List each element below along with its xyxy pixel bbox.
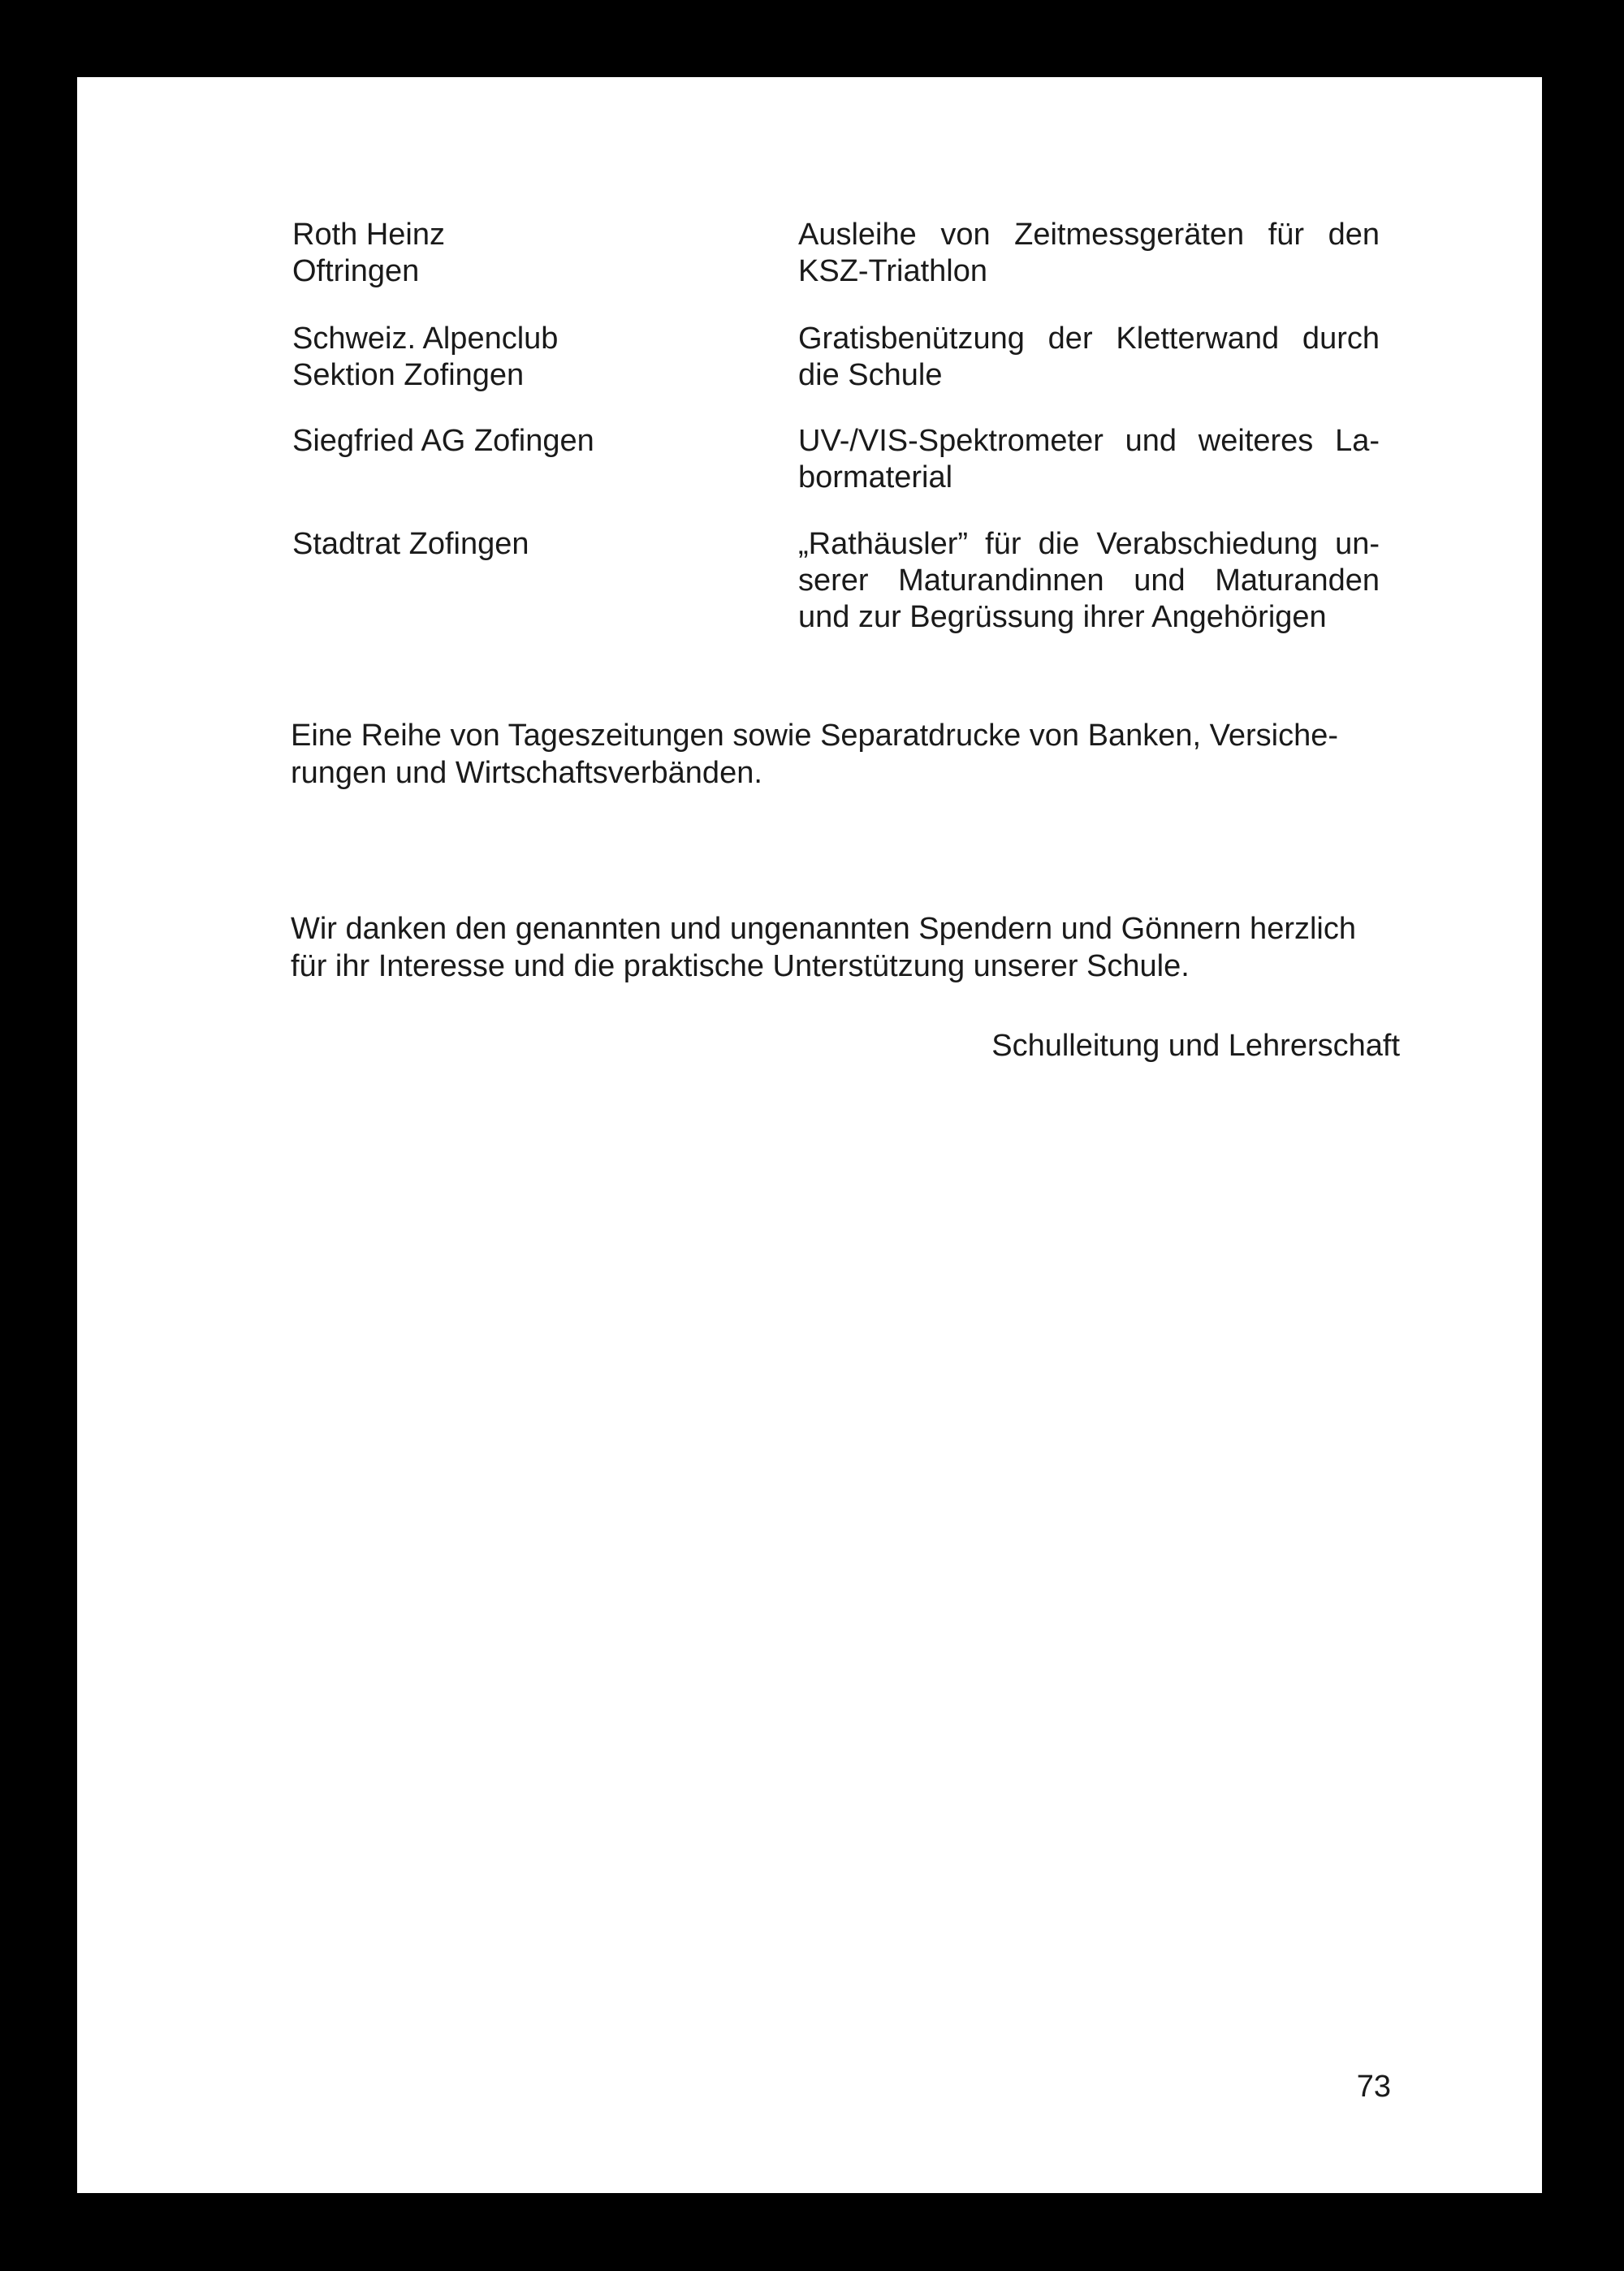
signature: Schulleitung und Lehrerschaft [991, 1029, 1400, 1063]
donation-line: serer Maturandinnen und Maturanden [798, 563, 1380, 598]
donation-description [798, 526, 1380, 636]
paragraph-line: für ihr Interesse und die praktische Unterstützung unserer Schule. [291, 949, 1190, 983]
donation-line: Ausleihe von Zeitmessgeräten für den [798, 218, 1380, 252]
donation-line: und zur Begrüssung ihrer Angehörigen [798, 600, 1327, 634]
paragraph-line: rungen und Wirtschaftsverbänden. [291, 756, 762, 790]
paragraph-line: Wir danken den genannten und ungenannten Spendern und Gönnern herzlich [291, 912, 1357, 946]
donation-line: „Rathäusler” für die Verabschiedung un- [798, 527, 1380, 561]
donor-name: Siegfried AG Zofingen [292, 424, 594, 458]
donation-line: Gratisbenützung der Kletterwand durch [798, 322, 1380, 356]
donation-description [798, 321, 1380, 394]
donation-line: die Schule [798, 358, 943, 392]
donor-name: Stadtrat Zofingen [292, 527, 529, 561]
page-number: 73 [1356, 2070, 1391, 2104]
newspapers-paragraph [291, 717, 1400, 792]
donation-line: KSZ-Triathlon [798, 254, 987, 288]
thanks-paragraph [291, 910, 1400, 985]
donation-line: UV-/VIS-Spektrometer und weiteres La- [798, 424, 1380, 458]
donor-name: Schweiz. Alpenclub Sektion Zofingen [292, 322, 559, 392]
document-page [77, 77, 1542, 2193]
donor-name: Roth Heinz Oftringen [292, 218, 445, 288]
donation-description [798, 423, 1380, 496]
paragraph-line: Eine Reihe von Tageszeitungen sowie Separatdrucke von Banken, Versiche- [291, 719, 1338, 753]
donation-description [798, 217, 1380, 290]
donation-line: bormaterial [798, 460, 953, 494]
